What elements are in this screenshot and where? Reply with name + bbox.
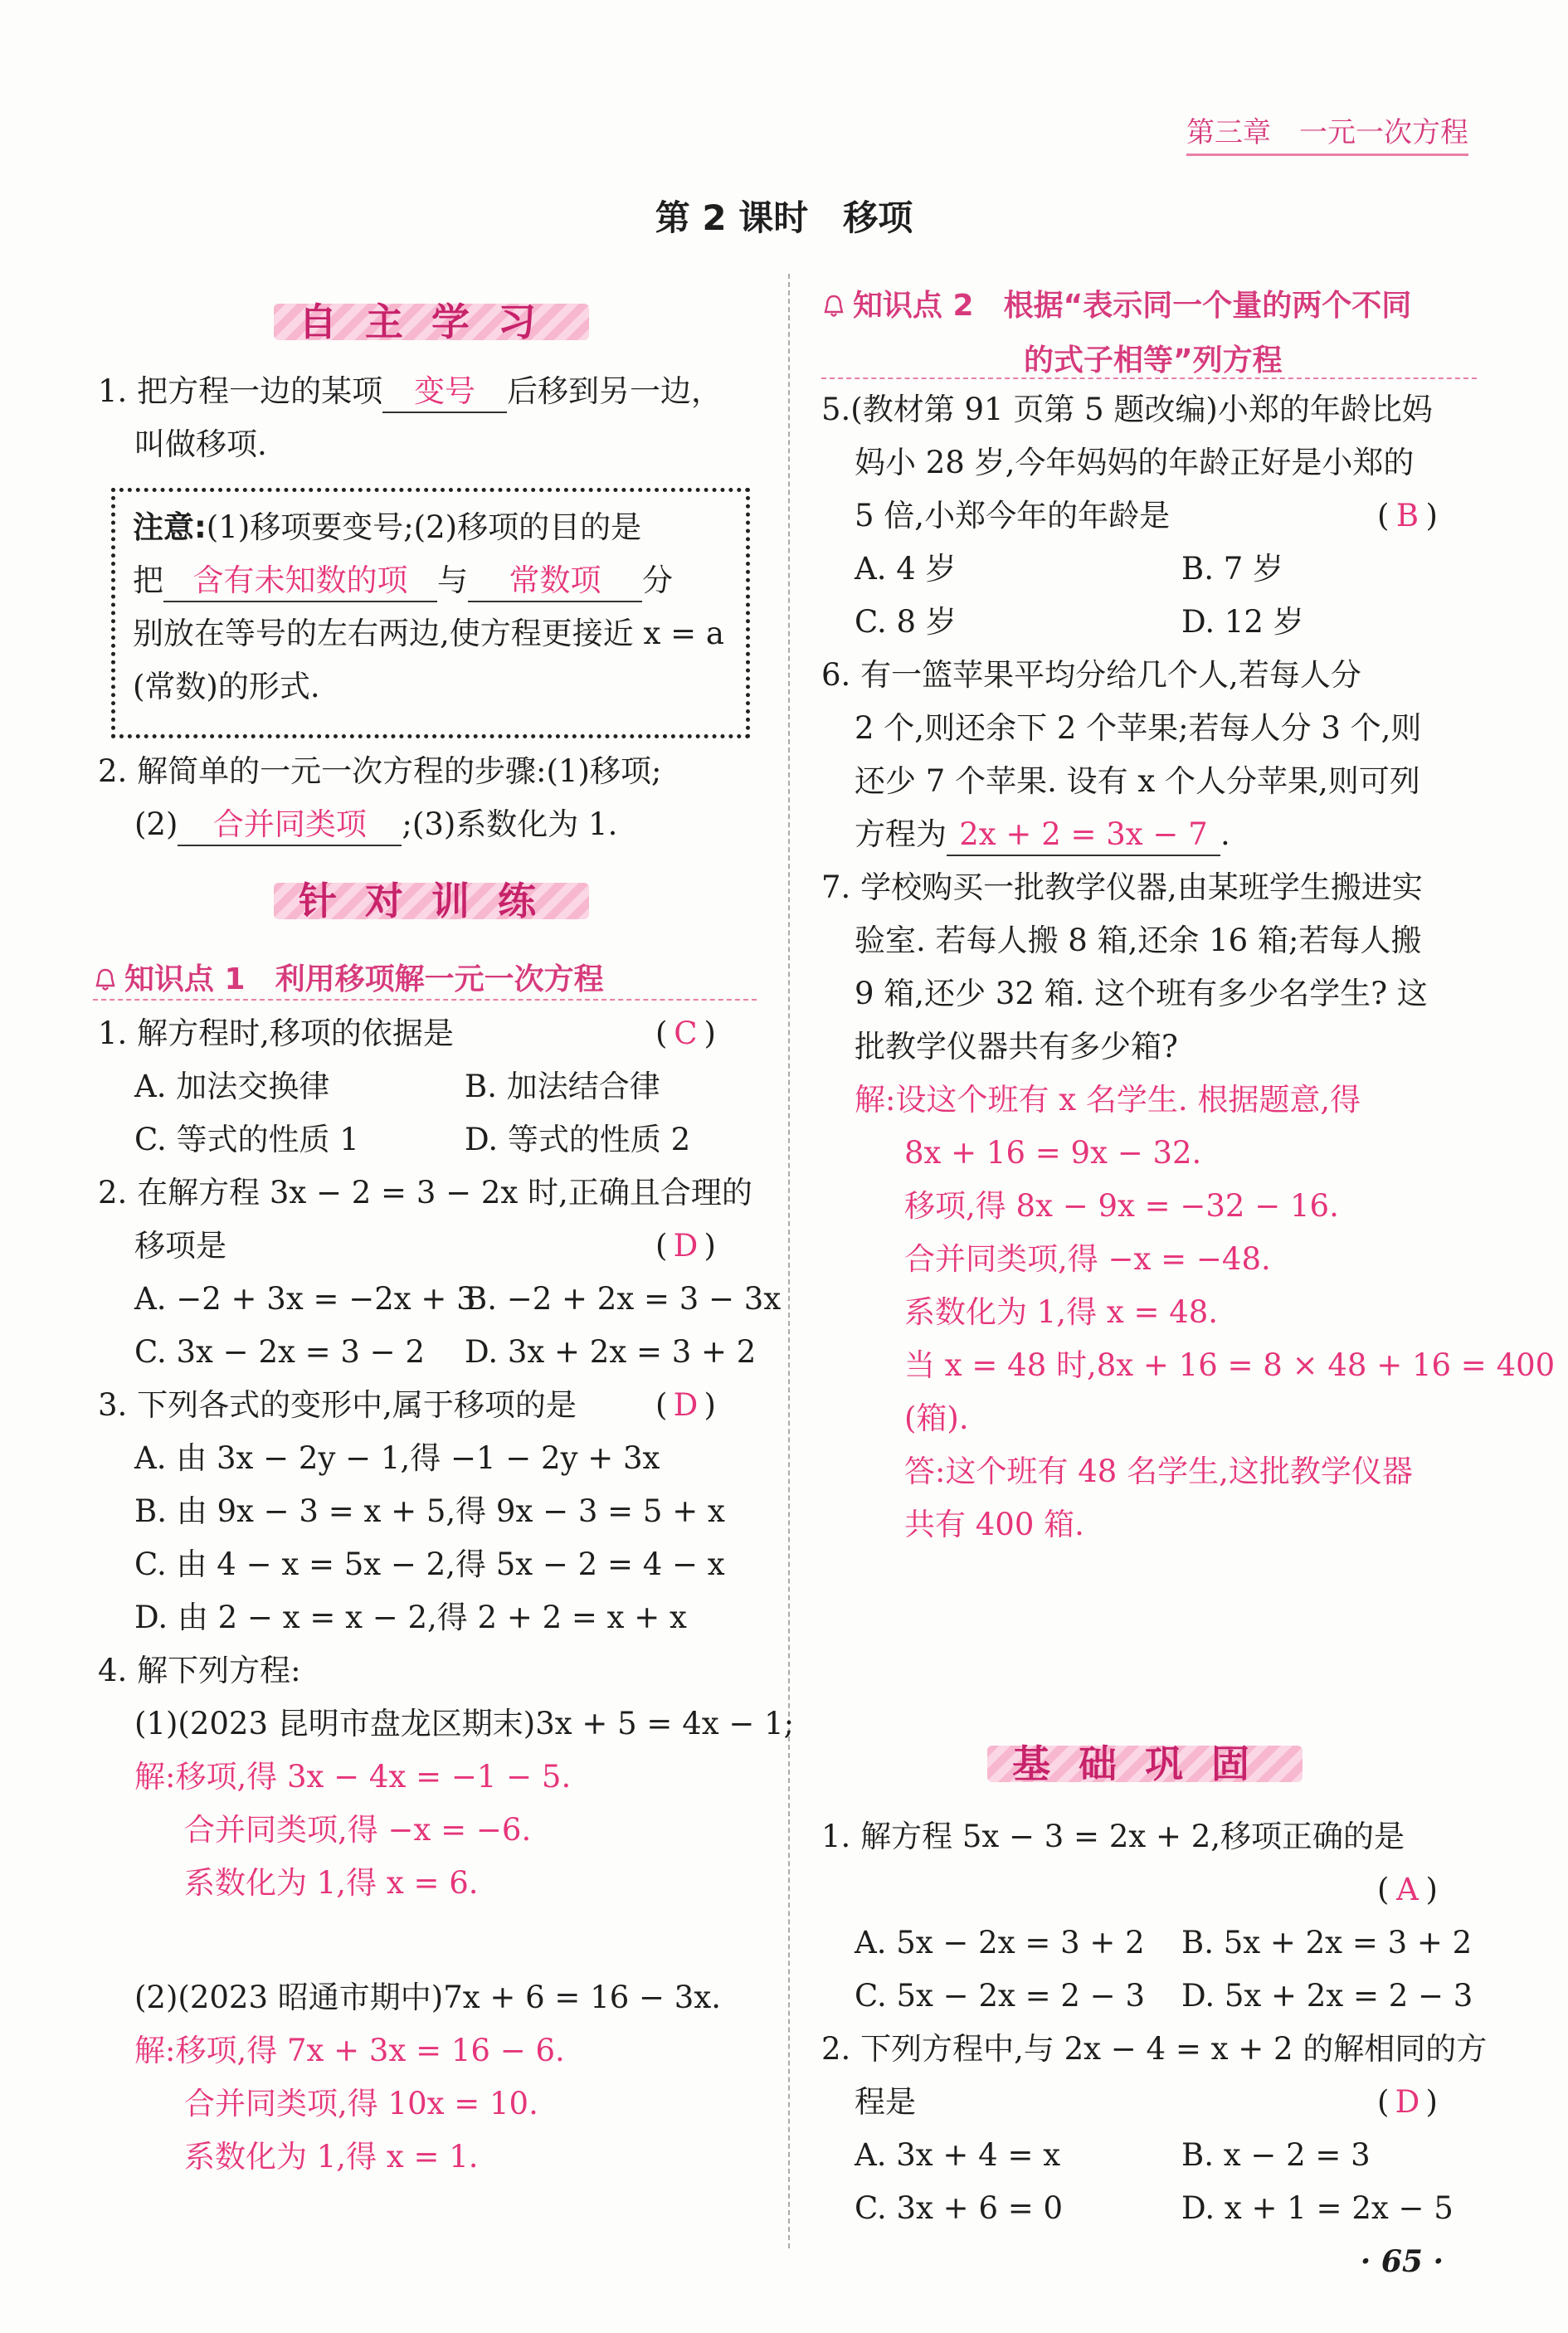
left-q2-B: B. −2 + 2x = 3 − 3x — [465, 1281, 782, 1317]
right-q7-line2: 验室. 若每人搬 8 箱,还余 16 箱;若每人搬 — [855, 923, 1422, 958]
right-q5-C: C. 8 岁 — [855, 604, 957, 640]
left-q4-2-step2: 合并同类项,得 10x = 10. — [184, 2086, 538, 2121]
left-q3-A: A. 由 3x − 2y − 1,得 −1 − 2y + 3x — [134, 1440, 660, 1476]
section-banner-targeted: 针对训练 — [274, 871, 589, 931]
right-q6-line1: 6. 有一篮苹果平均分给几个人,若每人分 — [821, 657, 1361, 693]
self-q2-line1: 2. 解简单的一元一次方程的步骤:(1)移项; — [98, 753, 662, 789]
page-title: 第 2 课时 移项 — [655, 197, 913, 238]
kp2-rule — [821, 377, 1477, 379]
basic-q2-B: B. x − 2 = 3 — [1181, 2137, 1371, 2173]
self-q2-line2: (2) 合并同类项 ;(3)系数化为 1. — [134, 805, 617, 846]
self-q1-line2: 叫做移项. — [134, 426, 267, 462]
left-q2-line2: 移项是 — [134, 1228, 226, 1264]
left-q4-1-step2: 合并同类项,得 −x = −6. — [184, 1812, 532, 1848]
right-q5-line3: 5 倍,小郑今年的年龄是 — [855, 498, 1171, 533]
knowledge-point-2-line2: 的式子相等”列方程 — [1024, 343, 1283, 377]
right-q7-sol3: 移项,得 8x − 9x = −32 − 16. — [904, 1188, 1339, 1224]
basic-q2-A: A. 3x + 4 = x — [855, 2137, 1061, 2173]
left-q1-D: D. 等式的性质 2 — [465, 1122, 691, 1157]
bell-icon — [821, 294, 846, 319]
page-number: · 65 · — [1360, 2244, 1444, 2279]
left-q1-answer: ( C ) — [655, 1016, 716, 1051]
knowledge-point-2: 知识点 2 根据“表示同一个量的两个不同 — [821, 282, 1411, 324]
basic-q2-D: D. x + 1 = 2x − 5 — [1181, 2190, 1454, 2226]
left-q1-B: B. 加法结合律 — [465, 1069, 660, 1104]
note-line2: 把 含有未知数的项 与 常数项 分 — [133, 561, 673, 602]
right-q5-line1: 5.(教材第 91 页第 5 题改编)小郑的年龄比妈 — [821, 392, 1433, 427]
left-q3-answer: ( D ) — [655, 1387, 716, 1423]
left-q2-A: A. −2 + 3x = −2x + 3 — [134, 1281, 476, 1317]
basic-q1-C: C. 5x − 2x = 2 − 3 — [855, 1978, 1145, 2014]
basic-q1: 1. 解方程 5x − 3 = 2x + 2,移项正确的是 — [821, 1819, 1405, 1854]
section-banner-basic: 基础巩固 — [987, 1734, 1303, 1794]
knowledge-point-1: 知识点 1 利用移项解一元一次方程 — [93, 956, 604, 998]
left-q4-2: (2)(2023 昭通市期中)7x + 6 = 16 − 3x. — [134, 1980, 721, 2015]
basic-q2-answer: ( D ) — [1377, 2084, 1438, 2120]
column-divider — [788, 274, 790, 2248]
left-q3-B: B. 由 9x − 3 = x + 5,得 9x − 3 = 5 + x — [134, 1493, 725, 1529]
right-q5-line2: 妈小 28 岁,今年妈妈的年龄正好是小郑的 — [855, 445, 1415, 480]
right-q7-sol6: 当 x = 48 时,8x + 16 = 8 × 48 + 16 = 400 — [904, 1347, 1556, 1383]
right-q7-sol7: (箱). — [904, 1400, 969, 1436]
basic-q1-A: A. 5x − 2x = 3 + 2 — [855, 1925, 1145, 1960]
basic-q2-line2: 程是 — [855, 2084, 916, 2120]
right-q6-line3: 还少 7 个苹果. 设有 x 个人分苹果,则可列 — [855, 763, 1420, 799]
left-q4-2-step3: 系数化为 1,得 x = 1. — [184, 2139, 479, 2175]
basic-q1-D: D. 5x + 2x = 2 − 3 — [1181, 1978, 1473, 2014]
left-q3-D: D. 由 2 − x = x − 2,得 2 + 2 = x + x — [134, 1600, 687, 1635]
right-q6-line4: 方程为 2x + 2 = 3x − 7 . — [855, 815, 1230, 856]
right-q5-D: D. 12 岁 — [1181, 604, 1304, 640]
left-q2-D: D. 3x + 2x = 3 + 2 — [465, 1334, 757, 1370]
right-q7-line1: 7. 学校购买一批教学仪器,由某班学生搬进实 — [821, 869, 1423, 905]
left-q2-line1: 2. 在解方程 3x − 2 = 3 − 2x 时,正确且合理的 — [98, 1175, 752, 1210]
right-q7-sol2: 8x + 16 = 9x − 32. — [904, 1135, 1202, 1171]
right-q7-line3: 9 箱,还少 32 箱. 这个班有多少名学生? 这 — [855, 976, 1428, 1011]
left-q3-C: C. 由 4 − x = 5x − 2,得 5x − 2 = 4 − x — [134, 1546, 725, 1582]
right-q6-line2: 2 个,则还余下 2 个苹果;若每人分 3 个,则 — [855, 710, 1422, 746]
kp1-rule — [93, 999, 757, 1001]
left-q1: 1. 解方程时,移项的依据是 — [98, 1016, 454, 1051]
right-q6-blank: 2x + 2 = 3x − 7 — [947, 815, 1220, 856]
left-q2-answer: ( D ) — [655, 1228, 716, 1264]
note-line4: (常数)的形式. — [133, 669, 320, 704]
self-q1-blank: 变号 — [382, 372, 507, 413]
basic-q1-B: B. 5x + 2x = 3 + 2 — [1181, 1925, 1473, 1960]
left-q2-C: C. 3x − 2x = 3 − 2 — [134, 1334, 425, 1370]
left-q1-C: C. 等式的性质 1 — [134, 1122, 359, 1157]
right-q5-B: B. 7 岁 — [1181, 551, 1284, 587]
bell-icon — [93, 967, 118, 992]
left-q1-A: A. 加法交换律 — [134, 1069, 330, 1104]
right-q7-sol1: 解:设这个班有 x 名学生. 根据题意,得 — [855, 1082, 1361, 1118]
right-q7-sol5: 系数化为 1,得 x = 48. — [904, 1294, 1219, 1330]
basic-q2-line1: 2. 下列方程中,与 2x − 4 = x + 2 的解相同的方 — [821, 2031, 1488, 2067]
note-line1: 注意:(1)移项要变号;(2)移项的目的是 — [133, 509, 642, 545]
right-q5-A: A. 4 岁 — [855, 551, 957, 587]
left-q3: 3. 下列各式的变形中,属于移项的是 — [98, 1387, 577, 1423]
basic-q2-C: C. 3x + 6 = 0 — [855, 2190, 1064, 2226]
basic-q1-answer: ( A ) — [1377, 1872, 1438, 1907]
right-q7-sol4: 合并同类项,得 −x = −48. — [904, 1241, 1271, 1277]
right-q7-line4: 批教学仪器共有多少箱? — [855, 1029, 1178, 1064]
note-line3: 别放在等号的左右两边,使方程更接近 x = a — [133, 616, 724, 651]
right-q7-sol8: 答:这个班有 48 名学生,这批教学仪器 — [904, 1454, 1413, 1489]
chapter-header: 第三章 一元一次方程 — [1186, 110, 1468, 156]
left-q4-1: (1)(2023 昆明市盘龙区期末)3x + 5 = 4x − 1; — [134, 1706, 795, 1741]
section-banner-self-study: 自主学习 — [274, 292, 589, 352]
right-q7-sol9: 共有 400 箱. — [904, 1507, 1084, 1542]
self-q1: 1. 把方程一边的某项 变号 后移到另一边， — [98, 372, 722, 413]
left-q4: 4. 解下列方程: — [98, 1653, 301, 1688]
left-q4-2-step1: 解:移项,得 7x + 3x = 16 − 6. — [134, 2033, 565, 2068]
left-q4-1-step1: 解:移项,得 3x − 4x = −1 − 5. — [134, 1759, 572, 1795]
right-q5-answer: ( B ) — [1377, 498, 1438, 533]
left-q4-1-step3: 系数化为 1,得 x = 6. — [184, 1865, 479, 1901]
